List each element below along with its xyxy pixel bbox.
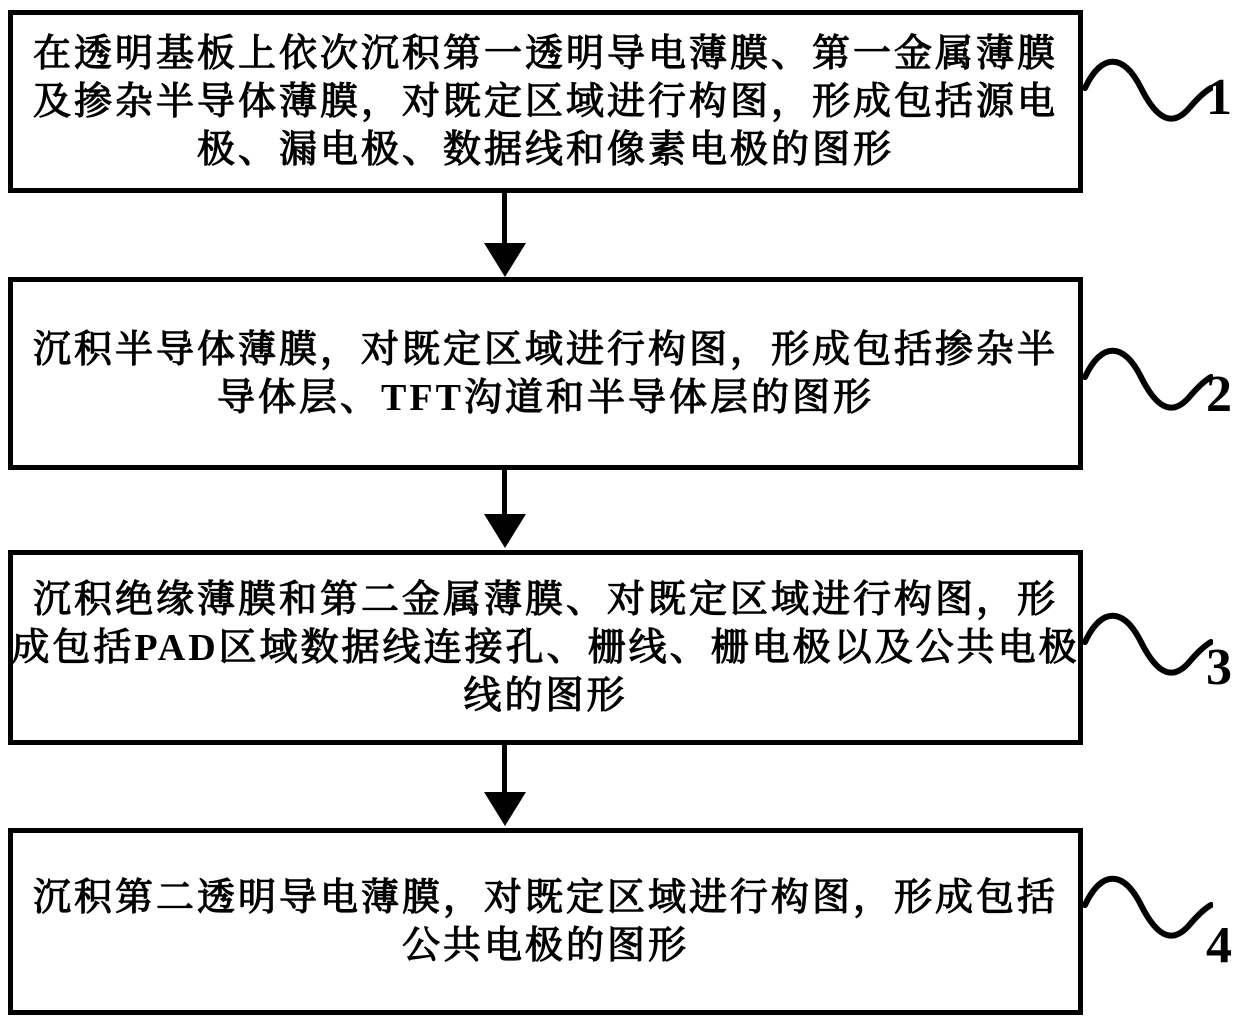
flow-step-2-line-2: 导体层、TFT沟道和半导体层的图形 bbox=[217, 376, 874, 419]
flow-step-3-line-2: 成包括PAD区域数据线连接孔、栅线、栅电极以及公共电极 bbox=[11, 626, 1080, 669]
step-reference-number-1: 1 bbox=[1206, 69, 1232, 126]
down-arrow-1-head-icon bbox=[484, 243, 526, 277]
flow-step-1-line-3: 极、漏电极、数据线和像素电极的图形 bbox=[196, 128, 894, 171]
wavy-connector-3 bbox=[1083, 596, 1213, 692]
wavy-connector-4 bbox=[1083, 859, 1213, 955]
flow-step-4-box bbox=[8, 828, 1083, 1015]
flow-step-3-box bbox=[8, 550, 1083, 745]
down-arrow-3-head-icon bbox=[484, 792, 526, 826]
down-arrow-1-stem bbox=[502, 193, 507, 245]
flow-step-1-box bbox=[8, 10, 1083, 193]
down-arrow-2-stem bbox=[502, 470, 507, 516]
down-arrow-2-head-icon bbox=[484, 514, 526, 548]
flow-step-3-line-3: 线的图形 bbox=[463, 674, 628, 717]
flow-step-1-line-2: 及掺杂半导体薄膜，对既定区域进行构图，形成包括源电 bbox=[32, 80, 1058, 123]
step-reference-number-4: 4 bbox=[1206, 917, 1232, 974]
flow-step-4-line-2: 公共电极的图形 bbox=[401, 924, 689, 967]
flow-step-2-line-1: 沉积半导体薄膜，对既定区域进行构图，形成包括掺杂半 bbox=[32, 328, 1058, 371]
wavy-connector-1 bbox=[1083, 42, 1213, 138]
step-reference-number-3: 3 bbox=[1206, 639, 1232, 696]
step-reference-number-2: 2 bbox=[1206, 366, 1232, 423]
flow-step-1-line-1: 在透明基板上依次沉积第一透明导电薄膜、第一金属薄膜 bbox=[32, 32, 1058, 75]
wavy-connector-2 bbox=[1083, 331, 1213, 427]
down-arrow-3-stem bbox=[502, 745, 507, 794]
flow-step-4-line-1: 沉积第二透明导电薄膜，对既定区域进行构图，形成包括 bbox=[32, 876, 1058, 919]
flow-step-3-line-1: 沉积绝缘薄膜和第二金属薄膜、对既定区域进行构图，形 bbox=[32, 578, 1058, 621]
flow-step-2-box bbox=[8, 277, 1083, 470]
